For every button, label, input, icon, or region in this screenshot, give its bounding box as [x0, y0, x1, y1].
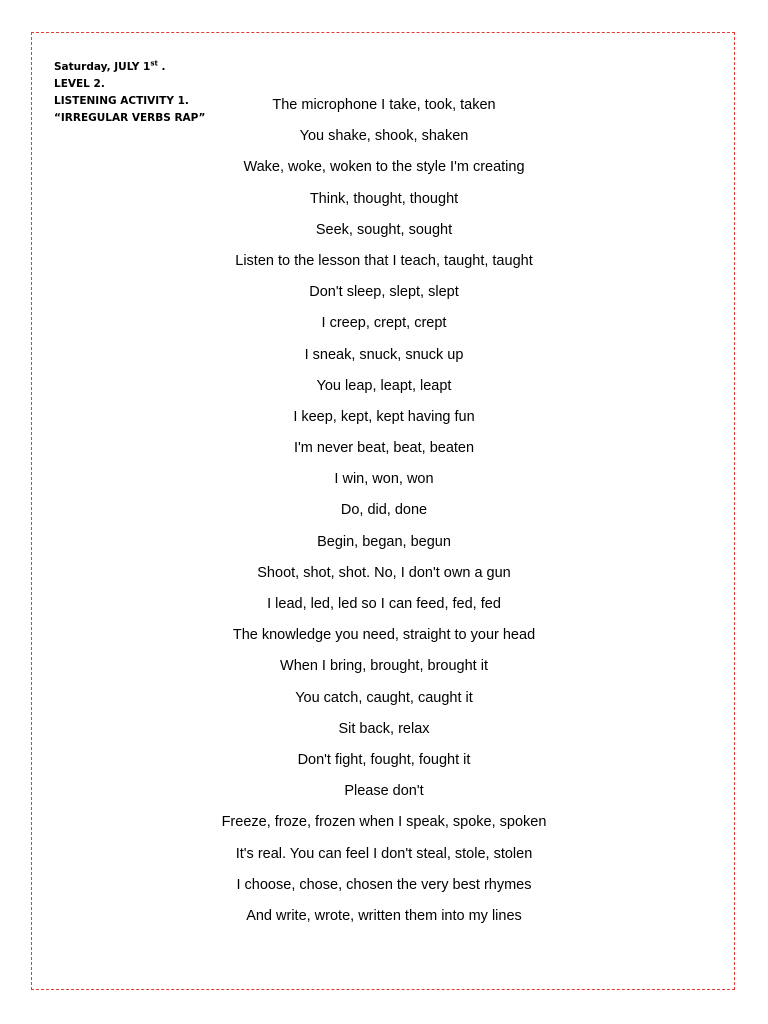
lyric-line: I'm never beat, beat, beaten: [293, 440, 475, 457]
date-suffix: .: [157, 61, 166, 73]
lyric-line: I win, won, won: [334, 471, 434, 488]
lyric-line: Freeze, froze, frozen when I speak, spoke, spoken: [221, 814, 547, 831]
lyric-line: I lead, led, led so I can feed, fed, fed: [267, 596, 501, 612]
lyric-line: The microphone I take, took, taken: [272, 97, 496, 113]
lyric-line: Please don't: [344, 783, 424, 800]
lyric-line: And write, wrote, written them into my lines: [246, 907, 522, 924]
lyric-line: The knowledge you need, straight to your head: [232, 627, 536, 644]
lyrics-list: [0, 95, 768, 937]
lyric-line: Think, thought, thought: [309, 190, 459, 207]
date-text: Saturday, JULY 1: [54, 61, 151, 73]
lyric-line: Listen to the lesson that I teach, taught, taught: [235, 252, 533, 269]
lyric-line: I choose, chose, chosen the very best rhymes: [236, 876, 532, 893]
lyric-line: When I bring, brought, brought it: [280, 658, 488, 675]
activity-label: LISTENING ACTIVITY 1.: [54, 95, 189, 107]
lyric-line: You leap, leapt, leapt: [316, 377, 452, 394]
lyric-line: Begin, began, begun: [317, 533, 451, 550]
lyric-line: You shake, shook, shaken: [299, 128, 469, 145]
activity-title: “IRREGULAR VERBS RAP”: [54, 112, 206, 124]
lyric-line: Don't fight, fought, fought it: [297, 751, 471, 768]
lyric-line: Don't sleep, slept, slept: [309, 284, 459, 301]
lyric-line: Shoot, shot, shot. No, I don't own a gun: [257, 564, 511, 581]
lyric-line: Wake, woke, woken to the style I'm creating: [243, 159, 525, 176]
lyric-line: I sneak, snuck, snuck up: [304, 346, 464, 363]
date-superscript: st: [150, 59, 158, 68]
lyric-line: Seek, sought, sought: [315, 221, 453, 238]
lyric-line: I creep, crept, crept: [321, 315, 447, 332]
lyric-line: I keep, kept, kept having fun: [293, 408, 475, 425]
lyric-line: You catch, caught, caught it: [295, 689, 473, 706]
date-line: [54, 59, 205, 76]
lyric-line: Sit back, relax: [338, 720, 430, 737]
lyric-line: Do, did, done: [340, 502, 428, 519]
level-label: LEVEL 2.: [54, 78, 105, 90]
lyric-line: It's real. You can feel I don't steal, stole, stolen: [235, 845, 533, 862]
